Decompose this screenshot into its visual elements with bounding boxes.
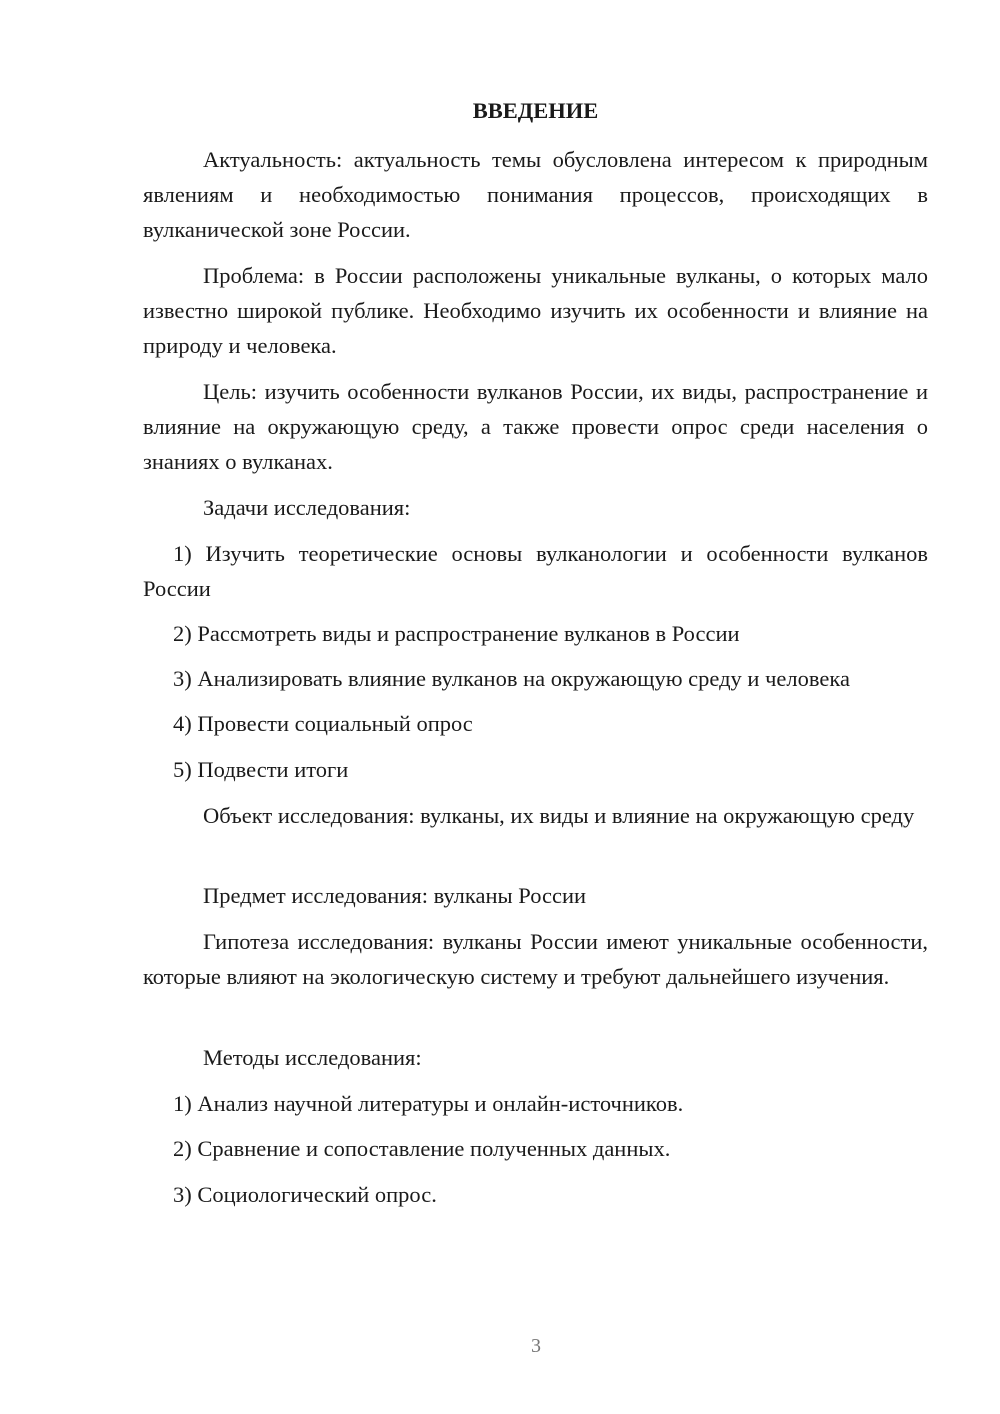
problem-paragraph: Проблема: в России расположены уникальные вулканы, о которых мало известно широкой публике. Необходимо изучить их особенности и влияние на природу и человека. (143, 263, 928, 358)
task-item-2: 2) Рассмотреть виды и распространение вулканов в России (173, 621, 740, 646)
task-item-1: 1) Изучить теоретические основы вулканологии и особенности вулканов России (143, 541, 928, 601)
method-item-2: 2) Сравнение и сопоставление полученных данных. (173, 1136, 671, 1161)
tasks-heading: Задачи исследования: (203, 495, 411, 520)
task-item-4: 4) Провести социальный опрос (173, 711, 473, 736)
task-item-5: 5) Подвести итоги (173, 757, 349, 782)
relevance-paragraph: Актуальность: актуальность темы обусловлена интересом к природным явлениям и необходимостью понимания процессов, происходящих в вулканической зоне России. (143, 147, 928, 242)
task-item-3: 3) Анализировать влияние вулканов на окружающую среду и человека (173, 666, 850, 691)
method-item-1: 1) Анализ научной литературы и онлайн-источников. (173, 1091, 684, 1116)
goal-paragraph: Цель: изучить особенности вулканов России, их виды, распространение и влияние на окружающую среду, а также провести опрос среди населения о знаниях о вулканах. (143, 379, 928, 474)
object-paragraph: Объект исследования: вулканы, их виды и влияние на окружающую среду (203, 803, 915, 828)
page-number: 3 (531, 1335, 541, 1357)
hypothesis-paragraph: Гипотеза исследования: вулканы России имеют уникальные особенности, которые влияют на экологическую систему и требуют дальнейшего изучения. (143, 929, 928, 989)
methods-heading: Методы исследования: (203, 1045, 422, 1070)
subject-paragraph: Предмет исследования: вулканы России (203, 883, 587, 908)
method-item-3: 3) Социологический опрос. (173, 1182, 437, 1207)
section-title: ВВЕДЕНИЕ (472, 98, 599, 123)
